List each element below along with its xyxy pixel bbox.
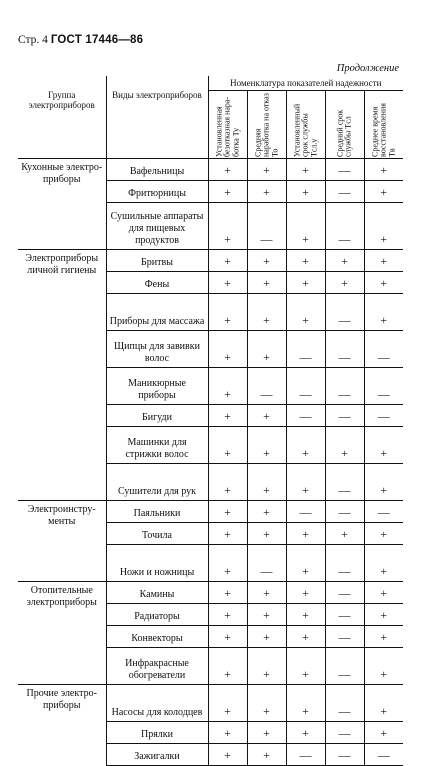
indicator-mark: + <box>208 368 247 405</box>
indicator-mark: + <box>208 464 247 501</box>
device-type: Инфракрасные обогреватели <box>106 648 208 685</box>
indicator-mark: + <box>286 582 325 604</box>
indicator-mark: — <box>286 744 325 766</box>
device-type: Сушильные аппараты для пищевых продуктов <box>106 203 208 250</box>
indicator-mark: + <box>247 272 286 294</box>
indicator-mark: — <box>286 501 325 523</box>
indicator-mark: + <box>286 427 325 464</box>
table-row <box>18 159 403 181</box>
indicator-mark: + <box>286 685 325 722</box>
indicator-mark: + <box>286 626 325 648</box>
indicator-mark: + <box>247 405 286 427</box>
device-type: Ножи и ножницы <box>106 545 208 582</box>
indicator-mark: + <box>364 294 403 331</box>
indicator-label: Среднее время восстановления Tв <box>370 102 396 157</box>
indicator-mark: + <box>364 545 403 582</box>
indicator-mark: — <box>325 294 364 331</box>
group-column-header: Группа электроприборов <box>18 76 106 159</box>
table-row <box>18 501 403 523</box>
indicator-mark: + <box>247 181 286 203</box>
device-type: Фритюрницы <box>106 181 208 203</box>
indicator-mark: + <box>286 604 325 626</box>
indicator-mark: + <box>247 427 286 464</box>
indicator-mark: — <box>247 203 286 250</box>
indicator-mark: + <box>364 604 403 626</box>
device-type: Бигуди <box>106 405 208 427</box>
indicator-mark: + <box>286 250 325 272</box>
gost-number: ГОСТ 17446—86 <box>50 34 144 46</box>
indicator-mark: + <box>286 464 325 501</box>
indicator-mark: + <box>364 648 403 685</box>
indicator-mark: — <box>325 626 364 648</box>
group-name: Прочие электроприборы <box>18 685 106 766</box>
indicator-mark: — <box>247 368 286 405</box>
device-type: Машинки для стрижки волос <box>106 427 208 464</box>
indicator-mark: + <box>286 545 325 582</box>
indicator-mark: — <box>325 203 364 250</box>
indicator-mark: + <box>247 331 286 368</box>
indicator-mark: + <box>364 626 403 648</box>
indicator-mark: + <box>208 685 247 722</box>
indicators-header: Номенклатура показателей надежности <box>208 76 403 91</box>
indicator-mark: + <box>364 181 403 203</box>
indicator-mark: — <box>325 648 364 685</box>
indicator-mark: + <box>208 250 247 272</box>
page-header <box>18 34 143 46</box>
reliability-table <box>18 76 403 766</box>
indicator-label: Средняя наработка на отказ To <box>252 92 279 157</box>
device-type: Бритвы <box>106 250 208 272</box>
table-row <box>18 250 403 272</box>
indicator-mark: + <box>208 331 247 368</box>
indicator-mark: — <box>286 405 325 427</box>
indicator-header-3 <box>286 91 325 159</box>
indicator-mark: + <box>364 685 403 722</box>
indicator-mark: + <box>286 159 325 181</box>
indicator-mark: + <box>208 604 247 626</box>
device-type: Сушители для рук <box>106 464 208 501</box>
indicator-mark: — <box>325 331 364 368</box>
indicator-mark: — <box>247 545 286 582</box>
device-type: Паяльники <box>106 501 208 523</box>
indicator-mark: — <box>325 685 364 722</box>
indicator-mark: — <box>325 604 364 626</box>
indicator-header-4 <box>325 91 364 159</box>
indicator-header-1 <box>208 91 247 159</box>
indicator-mark: + <box>247 744 286 766</box>
device-type: Прялки <box>106 722 208 744</box>
table-row <box>18 685 403 722</box>
indicator-mark: + <box>325 250 364 272</box>
device-type: Конвекторы <box>106 626 208 648</box>
indicator-mark: + <box>247 648 286 685</box>
indicator-mark: — <box>364 744 403 766</box>
indicator-mark: + <box>286 272 325 294</box>
indicator-mark: — <box>325 722 364 744</box>
type-column-header: Виды электроприборов <box>106 76 208 159</box>
indicator-mark: + <box>286 722 325 744</box>
indicator-mark: + <box>208 203 247 250</box>
indicator-mark: + <box>286 294 325 331</box>
indicator-mark: + <box>208 405 247 427</box>
indicator-mark: — <box>325 582 364 604</box>
indicator-mark: — <box>325 159 364 181</box>
device-type: Фены <box>106 272 208 294</box>
indicator-mark: + <box>247 722 286 744</box>
indicator-mark: — <box>325 405 364 427</box>
indicator-mark: — <box>286 331 325 368</box>
indicator-mark: + <box>364 722 403 744</box>
indicator-mark: + <box>286 181 325 203</box>
indicator-mark: — <box>325 501 364 523</box>
indicator-mark: + <box>364 272 403 294</box>
indicator-mark: + <box>208 545 247 582</box>
indicator-mark: + <box>247 464 286 501</box>
indicator-mark: + <box>247 294 286 331</box>
indicator-mark: + <box>208 722 247 744</box>
indicator-mark: + <box>247 501 286 523</box>
indicator-mark: + <box>208 272 247 294</box>
indicator-mark: + <box>364 523 403 545</box>
indicator-mark: + <box>208 744 247 766</box>
device-type: Вафельницы <box>106 159 208 181</box>
page-number: Стр. 4 <box>18 34 48 46</box>
indicator-mark: + <box>247 250 286 272</box>
device-type: Щипцы для завивки волос <box>106 331 208 368</box>
indicator-mark: + <box>286 203 325 250</box>
group-name: Электроинструменты <box>18 501 106 582</box>
device-type: Насосы для колодцев <box>106 685 208 722</box>
group-name: Электроприборы личной гигиены <box>18 250 106 501</box>
indicator-label: Установленная безотказная наработка Ty <box>213 96 240 157</box>
indicator-mark: + <box>247 159 286 181</box>
indicator-mark: — <box>364 368 403 405</box>
device-type: Точила <box>106 523 208 545</box>
indicator-mark: + <box>247 626 286 648</box>
indicator-mark: + <box>208 523 247 545</box>
indicator-mark: + <box>364 203 403 250</box>
indicator-mark: + <box>208 501 247 523</box>
indicator-label: Средний срок службы Tсл <box>335 109 353 157</box>
indicator-mark: + <box>364 464 403 501</box>
indicator-mark: — <box>325 464 364 501</box>
device-type: Зажигалки <box>106 744 208 766</box>
indicator-mark: — <box>364 405 403 427</box>
indicator-mark: + <box>364 582 403 604</box>
indicator-mark: + <box>247 604 286 626</box>
indicator-mark: + <box>325 427 364 464</box>
device-type: Камины <box>106 582 208 604</box>
indicator-mark: + <box>208 181 247 203</box>
device-type: Радиаторы <box>106 604 208 626</box>
indicator-mark: + <box>325 523 364 545</box>
indicator-mark: — <box>325 744 364 766</box>
indicator-mark: + <box>364 427 403 464</box>
table-row <box>18 582 403 604</box>
indicator-mark: + <box>364 250 403 272</box>
indicator-mark: — <box>325 181 364 203</box>
indicator-mark: + <box>325 272 364 294</box>
indicator-mark: + <box>208 427 247 464</box>
indicator-mark: + <box>208 626 247 648</box>
indicator-mark: + <box>208 582 247 604</box>
indicator-mark: + <box>286 523 325 545</box>
device-type: Приборы для массажа <box>106 294 208 331</box>
indicator-mark: + <box>208 648 247 685</box>
indicator-mark: + <box>286 648 325 685</box>
indicator-header-5 <box>364 91 403 159</box>
indicator-mark: + <box>247 523 286 545</box>
group-name: Кухонные электроприборы <box>18 159 106 250</box>
indicator-label: Установленный срок службы Tсл.у <box>291 103 318 157</box>
indicator-mark: + <box>364 159 403 181</box>
indicator-mark: — <box>325 368 364 405</box>
indicator-mark: + <box>247 582 286 604</box>
indicator-header-2 <box>247 91 286 159</box>
indicator-mark: — <box>325 545 364 582</box>
device-type: Маникюрные приборы <box>106 368 208 405</box>
group-name: Отопительные электроприборы <box>18 582 106 685</box>
indicator-mark: — <box>286 368 325 405</box>
continued-label: Продолжение <box>336 63 399 74</box>
indicator-mark: — <box>364 331 403 368</box>
indicator-mark: + <box>208 159 247 181</box>
indicator-mark: + <box>208 294 247 331</box>
indicator-mark: + <box>247 685 286 722</box>
indicator-mark: — <box>364 501 403 523</box>
